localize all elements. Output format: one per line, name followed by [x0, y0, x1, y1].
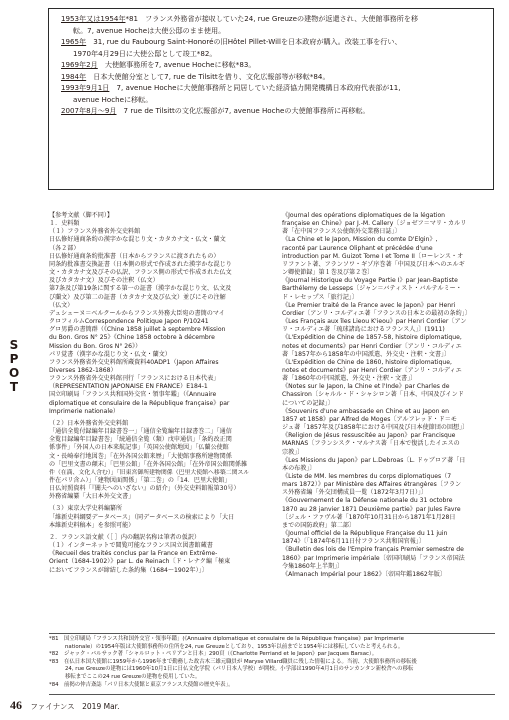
- reference-line: 《Journal Historique du Voyage Partie I》par Jean-Baptiste: [282, 277, 458, 285]
- reference-line: 1870 au 28 janvier 1871 Deuxième partie》par Jules Favre: [282, 505, 461, 513]
- reference-line: 件（在満、文化人含む）」「旧東宮御所建物関係（巴里大使館へ移築二関スル: [49, 469, 250, 476]
- reference-line: ド・レセップス「旅行記」〕: [282, 293, 358, 301]
- references-left-column: [49, 212, 254, 575]
- chronology-text: *81 フランス外務省が接収していた24, rue Greuzeの建物が返還され、大使館事務所を移: [125, 14, 419, 23]
- reference-line: 《Notes sur le Japon, la Chine et l'Inde》par Charles de: [282, 383, 450, 391]
- chronology-text: 大使館事務所を7, avenue Hocheに移転*83。: [97, 60, 256, 69]
- chronology-entry: [73, 25, 481, 37]
- reference-line: raconté par Laurence Oliphant et précédée d'une: [282, 244, 433, 252]
- reference-line: 《Journal des opérations diplomatiques de la légation: [282, 212, 446, 219]
- reference-line: 1857 et 1858》par Alfred de Moges〔アルフレッド・ド＝モ: [282, 415, 457, 423]
- chronology-entry: [61, 36, 481, 48]
- reference-line: introduction par M. Guizot Tome I et Tome II〔ローレンス・オ: [282, 252, 464, 260]
- reference-line: 宗教」〕: [282, 448, 304, 456]
- chronology-entry: [61, 105, 481, 117]
- reference-line: notes et documents》par Henri Cordier〔アンリ・コルディエ: [282, 342, 462, 350]
- reference-line: 外務省編纂「大日本外交文書」: [49, 493, 135, 501]
- chronology-box: [48, 8, 494, 190]
- reference-line: 《Gouvernement de la Défense nationale du 31 octobre: [282, 497, 453, 505]
- reference-line: 《L'Expédition de Chine de 1860, histoire diplomatique,: [282, 358, 452, 366]
- chronology-year: 1993年9月1日: [61, 83, 110, 92]
- reference-line: についての記録」〕: [282, 399, 334, 407]
- reference-line: Orient（1684-1902）》par L. de Reinach〔ド・レナク編「極東: [49, 558, 231, 566]
- reference-line: （各２部）: [49, 244, 80, 252]
- reference-line: フランス外務省外交史料館所蔵資料40ADP1（Japon Affaires: [49, 358, 219, 366]
- reference-line: 〔ジュル・ファヴル著「1870年10月31日から1871年1月28日: [282, 513, 456, 521]
- side-label-text: SPOT: [9, 338, 20, 394]
- reference-line: クロフィルムCorrespondence Politique Japon P/10241: [49, 318, 209, 326]
- reference-line: française en Chine》par J.-M. Callery〔ジョゼフ＝マリ・カルリ: [282, 220, 467, 228]
- chronology-entry: [61, 59, 481, 71]
- reference-line: 同条約批准書交換証書（日本側の形式で作成された漢字かな混じり: [49, 260, 232, 268]
- reference-line: 本の布教」〕: [282, 464, 316, 472]
- reference-line: 係事件」「外国人の日本来航記事」「英国公使館地図」「仏蘭公使館: [49, 444, 229, 452]
- reference-line: 文・長崎奉行地図巻」「在外各国公館来歴」「大使館事務所建物関係: [49, 452, 232, 460]
- reference-line: 《Le Premier traité de la France avec le Japon》par Henri: [282, 301, 456, 309]
- footnote-line: *83 在仏日本国大使館に1959年から1996年まで勤務した故古木三雄元職員が Maryse Villard職員に残した情報による。当初、大使館事務所の移転後: [49, 658, 417, 665]
- reference-line: 全覧目録編年目録書巻」「続通信全覧（類）戊申通信」「条約改正関: [49, 436, 232, 444]
- reference-line: 日仏修好通商条約批准書（日本からフランスに渡されたもの）: [49, 252, 220, 260]
- reference-line: 《Religion de Jésus ressuscitée au Japon》par Francisque: [282, 432, 456, 440]
- chronology-text: 1970年4月29日に大使公邸として竣工*82。: [73, 48, 217, 58]
- reference-line: 《Recueil des traités conclus par la France en Extrême-: [49, 550, 218, 558]
- footnote-line: 移転までここの24 rue Greuzeの建物を使用していた。: [65, 673, 201, 680]
- chronology-year: 1953年又は1954年: [61, 14, 126, 23]
- reference-line: du Bon. Gros N° 25》《Chine 1858 octobre à décembre: [49, 334, 215, 342]
- reference-line: 第7条及び第19条に関する第一の証書（漢字かな混じり文、仏文及: [49, 285, 232, 293]
- reference-line: （１）インターネットで閲覧可能なフランス国立図書館蔵書: [49, 542, 213, 550]
- reference-line: MARNAS〔フランシスク・マルナス著「日本で復活したイエスの: [282, 440, 460, 448]
- footnote-line: *84 前掲の仲吉斎誌「パリ日本大使館と東京フランス大使館の歴史年表」。: [49, 681, 234, 688]
- reference-line: び蘭文）及び第二の証書（カタカナ文及び仏文）並びにその注解: [49, 293, 226, 301]
- reference-line: （REPRESENTATION JAPONAISE EN FRANCE）E184-1: [49, 383, 208, 391]
- footnote-line: nationale）の1954年版は大使館事務所の住所を24, rue Greuzeとしており、1953年以前までと1954年には移転していたと考えられる。: [65, 643, 404, 650]
- reference-line: 件在パリ含ム）」「建物図面関係」「第二巻」の「14．巴里大使館」: [49, 477, 231, 484]
- magazine-title: ファイナンス 2019 Mar.: [30, 702, 120, 711]
- reference-line: 文・カタカナ文及びその仏訳、フランス側の形式で作成された仏文: [49, 269, 232, 277]
- reference-line: 《Almanach Impérial pour 1862》〔帝国年鑑1862年版〕: [282, 570, 446, 578]
- reference-line: 《La Chine et le Japon, Mission du comte D'Elgin》,: [282, 236, 438, 244]
- reference-line: 《Les Missions du Japon》par L.Debroas〔L. ドゥブロア著「日: [282, 456, 466, 464]
- reference-line: ２．フランス語文献（［ ］内の翻訳名称は筆者の仮訳）: [49, 533, 201, 541]
- reference-line: 1874》〔「1874年6月11日付フランス共和国官報」〕: [282, 538, 426, 546]
- reference-line: パリ覚書（漢字かな混じり文・仏文・蘭文）: [49, 350, 171, 358]
- reference-line: ジュ著「1857年及び1858年における中国及び日本使節団の回想」〕: [282, 424, 469, 432]
- reference-line: ス外務省編「外交団構成員一覧（1872年3月7日）」〕: [282, 489, 428, 497]
- reference-line: Mission du Bon. Gros N° 26》）: [49, 342, 142, 350]
- chronology-text: 日本大使館分室として7, rue de Tilsittを借り、文化広報部等が移転*84。: [86, 71, 330, 81]
- reference-line: notes et documents》par Henri Cordier〔アンリ・コルディエ: [282, 366, 462, 374]
- side-label-spot: [6, 338, 22, 394]
- reference-line: Barthélemy de Lesseps〔ジャン＝バティスト・バルテルミー・: [282, 285, 462, 293]
- footnote-line: 24, rue Greuzeの建物には1960年10月1日に日仏文化学院（パリ日本人学校）が開校。小学部は1990年4月1日のサンカンタン新校舎への移転: [65, 666, 414, 673]
- reference-line: 1860》par Imprimerie impériale〔帝国印刷局「フランス帝国法: [282, 554, 465, 562]
- chronology-text: 7 rue de Tilsittの文化広報部が7, avenue Hocheの大使館事務所に再移転。: [116, 106, 370, 115]
- reference-line: 《Liste de MM. les membres du corps diplomatiques（7: [282, 473, 452, 480]
- reference-line: リ・コルディエ著「琉球諸島におけるフランス人」〕(1911): [282, 326, 445, 334]
- reference-line: 《L'Expédition de Chine de 1857-58, histoire diplomatique,: [282, 334, 462, 342]
- reference-line: Chassiron〔シャルル・ド・シャシロン著「日本、中国及びインド: [282, 391, 464, 399]
- reference-line: Cordier〔アンリ・コルディエ著「フランスの日本との最初の条約」〕: [282, 309, 471, 317]
- chronology-entry: [73, 48, 481, 60]
- chronology-entry: [61, 13, 481, 25]
- references-right-column: [282, 212, 487, 579]
- reference-line: 「通信全覧付録編年目録書巻一」「通信全覧編年目録書巻二」「通信: [49, 428, 232, 436]
- reference-line: 本維新史料稿本」を参照可能）: [49, 521, 135, 529]
- reference-line: mars 1872）》par Ministère des Affaires étrangères〔フラン: [282, 481, 462, 489]
- chronology-entry: [61, 82, 481, 94]
- reference-line: 及びカタカナ文）及びその注釈（仏文）: [49, 277, 159, 285]
- chronology-text: avenue Hocheに移転。: [73, 94, 153, 104]
- reference-line: 《Journal officiel de la République Française du 11 juin: [282, 530, 448, 538]
- reference-line: diplomatique et consulaire de la République française》par: [49, 399, 230, 407]
- chronology-text: 31, rue du Faubourg Saint-Honoréの旧Hôtel Pillet-Willを日本政府が購入。改装工事を行い、: [86, 37, 402, 46]
- reference-line: フランス外務省外交史料館刊行「フランスにおける日本代表」: [49, 375, 220, 383]
- reference-line: 《Les Français aux îles Lieou K'ieou》par Henri Cordier〔アン: [282, 318, 467, 326]
- footer-divider: [49, 694, 495, 695]
- chronology-entry: [61, 71, 481, 83]
- reference-line: 日仏修好通商条約の漢字かな混じり文・カタカナ文・仏文・蘭文: [49, 236, 226, 244]
- chronology-year: 1984年: [61, 71, 87, 81]
- chronology-year: 1969年2月: [61, 60, 98, 69]
- reference-line: 令集1860年上半期」〕: [282, 562, 344, 570]
- reference-line: ン卿使節録」第１巻及び第２巻〕: [282, 269, 374, 277]
- reference-line: までの国防政府」第二部〕: [282, 521, 356, 529]
- page-number: 46: [10, 698, 22, 712]
- reference-line: 日仏対照資料「『闇夫へのいざない』の紹介」（外交史料館報第30号）: [49, 485, 240, 493]
- footnotes: [49, 636, 495, 689]
- chronology-text: 転。7, avenue Hocheは大使公邸のまま使用。: [73, 25, 226, 35]
- reference-line: （３）東京大学史料編纂所: [49, 505, 123, 513]
- reference-line: （１）フランス外務省外交史料館: [49, 228, 141, 236]
- chronology-year: 1965年: [61, 37, 87, 46]
- footnote-divider: [49, 633, 495, 634]
- reference-line: リファント著、フランソワ・ギゾ序巻著「中国及び日本へのエルギ: [282, 260, 465, 268]
- reference-line: 著「1857年から1858年の中国派遣、外交史・注釈・文書」〕: [282, 350, 451, 358]
- reference-line: 【参考文献（脚不同）】: [49, 212, 113, 219]
- reference-line: Diverses 1862-1868）: [49, 366, 117, 374]
- chronology-year: 2007年8月～9月: [61, 106, 117, 115]
- reference-line: （２）日本外務省外交史料館: [49, 419, 129, 427]
- reference-line: Imprimerie nationale）: [49, 407, 119, 415]
- reference-line: １．史料類: [49, 220, 80, 228]
- reference-line: 《Souvenirs d'une ambassade en Chine et au Japon en: [282, 407, 449, 415]
- reference-line: グロ男爵の書簡群（《Chine 1858 juillet à septembre Mission: [49, 326, 226, 334]
- reference-line: の「巴里文書の顛末」「巴里公館」「在外各国公館」「在外帝国公館関係雑: [49, 460, 248, 468]
- reference-line: 「維新史料綱要データベース」（同データベースの検索により「大日: [49, 513, 235, 521]
- reference-line: （仏文）: [49, 301, 74, 309]
- reference-line: デュシェーヌ＝ベルクールからフランス外務大臣宛の書簡のマイ: [49, 309, 225, 317]
- page-footer: [10, 698, 119, 713]
- chronology-text: 7, avenue Hocheに大使館事務所と同居していた経済協力開発機構日本政府代表部が11,: [109, 83, 401, 92]
- footnote-line: *82 ジャック・バルサック著「シャルロット・ペリアンと日本」290頁（《Charlotte Perriand et le Japon》par Jacques Barsac）。: [49, 651, 378, 658]
- footnote-line: *81 国立印刷局「フランス共和国外交官・領事年鑑」(《Annuaire diplomatique et consulaire de la République française》par Imprimerie: [49, 636, 404, 642]
- reference-line: 《Bulletin des lois de l'Empire français Premier semestre de: [282, 546, 464, 554]
- reference-line: 著「1860年の中国派遣、外交史・注釈・文書」〕: [282, 375, 417, 383]
- reference-line: 国立印刷局「フランス共和国外交官・領事年鑑」（《Annuaire: [49, 391, 217, 399]
- chronology-entry: [73, 94, 481, 106]
- reference-line: 著「在中国フランス公使館外交業務日誌」〕: [282, 228, 401, 236]
- reference-line: においてフランスが締結した条約集（1684～1902年）」〕: [49, 566, 208, 574]
